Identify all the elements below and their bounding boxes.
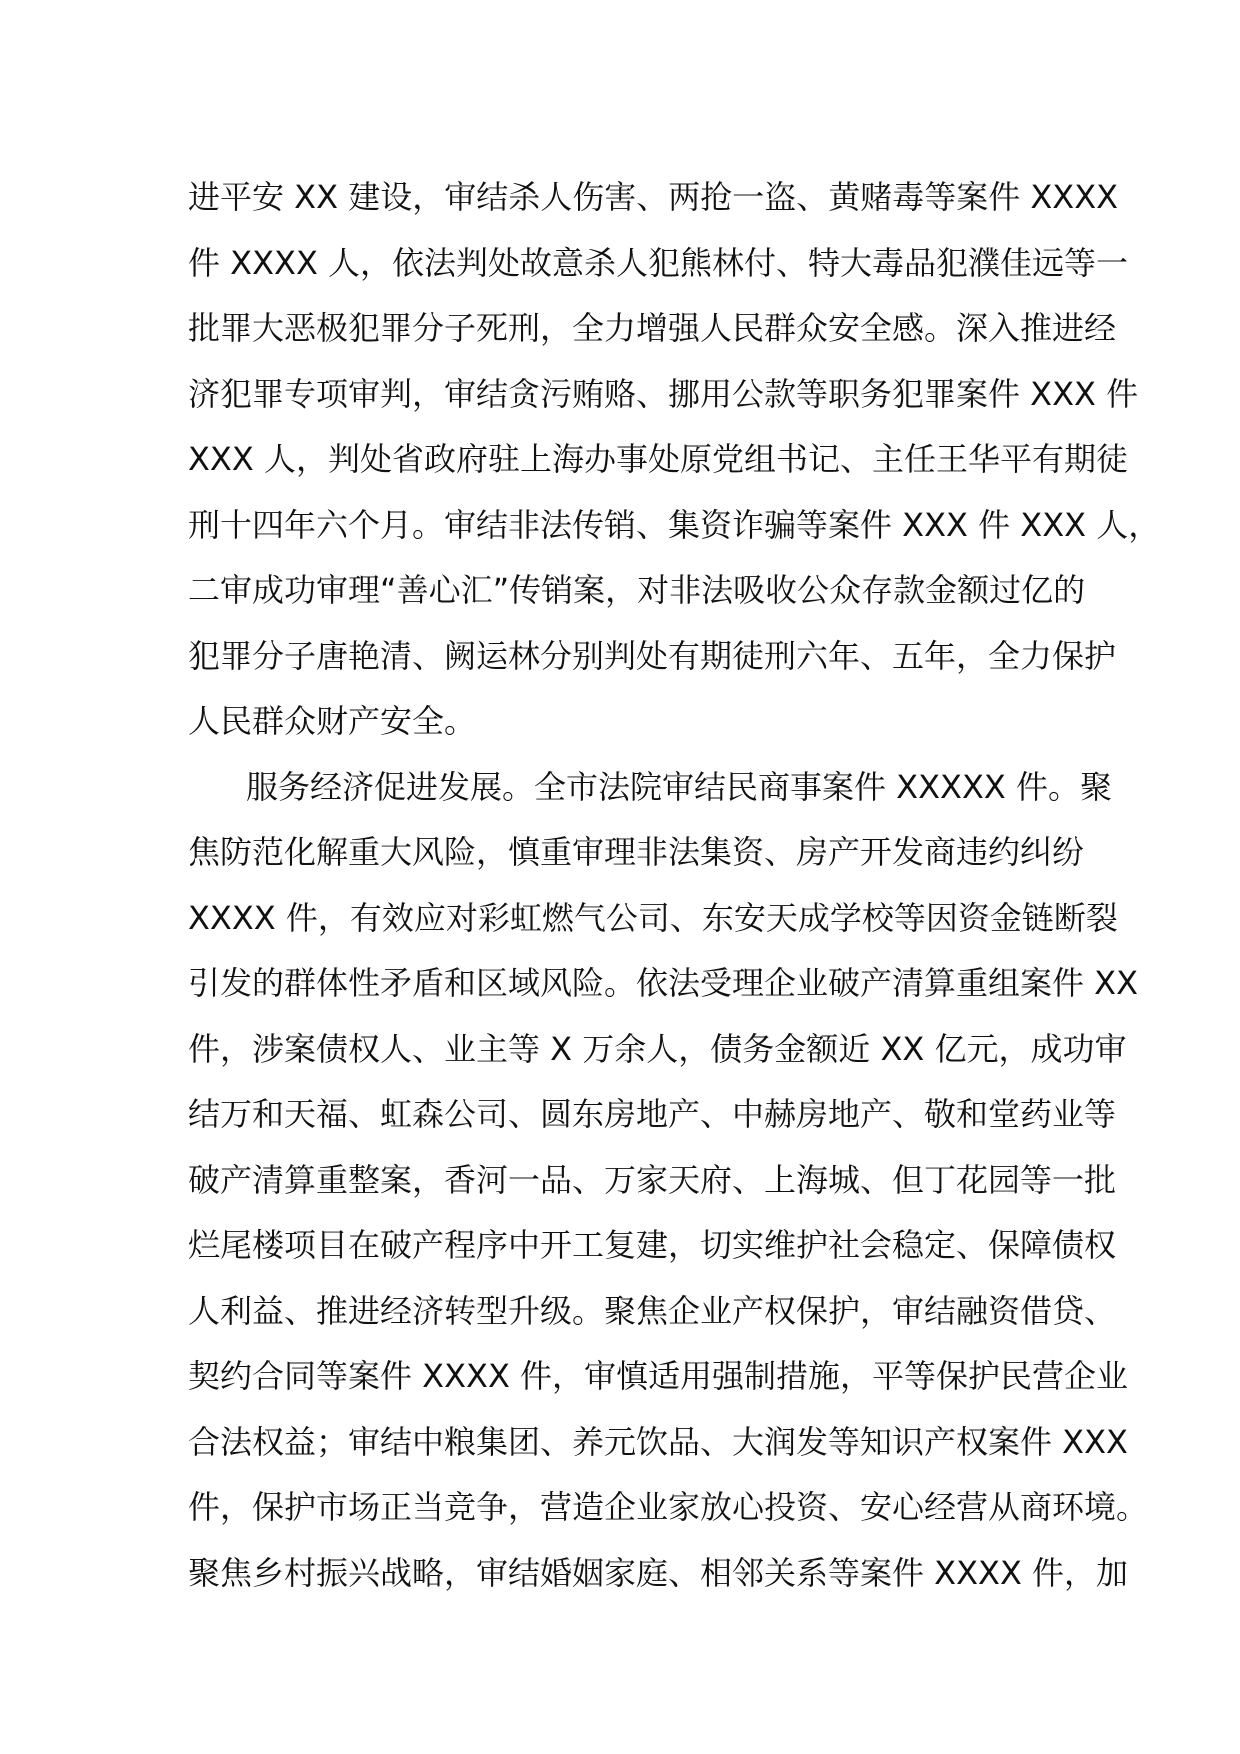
text-line: 人利益、推进经济转型升级。聚焦企业产权保护，审结融资借贷、	[188, 1291, 1117, 1330]
text-line: 服务经济促进发展。全市法院审结民商事案件 XXXXX 件。聚	[246, 767, 1112, 806]
text-line: 破产清算重整案，香河一品、万家天府、上海城、但丁花园等一批	[188, 1160, 1117, 1199]
text-line: 烂尾楼项目在破产程序中开工复建，切实维护社会稳定、保障债权	[188, 1226, 1117, 1264]
text-line: 二审成功审理“善心汇”传销案，对非法吸收公众存款金额过亿的	[188, 571, 1086, 609]
text-line: 批罪大恶极犯罪分子死刑，全力增强人民群众安全感。深入推进经	[188, 309, 1117, 347]
text-line: 件，保护市场正当竞争，营造企业家放心投资、安心经营从商环境。	[188, 1488, 1149, 1526]
text-line: 件 XXXX 人，依法判处故意杀人犯熊林付、特大毒品犯濮佳远等一	[188, 243, 1129, 282]
text-line: 契约合同等案件 XXXX 件，审慎适用强制措施，平等保护民营企业	[188, 1357, 1129, 1395]
text-line: 引发的群体性矛盾和区域风险。依法受理企业破产清算重组案件 XX	[188, 964, 1139, 1002]
text-line: 合法权益；审结中粮集团、养元饮品、大润发等知识产权案件 XXX	[188, 1422, 1128, 1461]
text-line: XXXX 件，有效应对彩虹燃气公司、东安天成学校等因资金链断裂	[188, 898, 1118, 937]
text-line: 结万和天福、虹森公司、圆东房地产、中赫房地产、敬和堂药业等	[188, 1095, 1117, 1133]
text-line: 人民群众财产安全。	[188, 702, 477, 740]
text-line: XXX 人，判处省政府驻上海办事处原党组书记、主任王华平有期徒	[188, 440, 1128, 478]
text-line: 刑十四年六个月。审结非法传销、集资诈骗等案件 XXX 件 XXX 人，	[188, 505, 1161, 544]
body-text	[188, 165, 1161, 1606]
text-line: 济犯罪专项审判，审结贪污贿赂、挪用公款等职务犯罪案件 XXX 件	[188, 374, 1139, 413]
text-line: 焦防范化解重大风险，慎重审理非法集资、房产开发商违约纠纷	[188, 833, 1085, 871]
text-line: 犯罪分子唐艳清、阙运林分别判处有期徒刑六年、五年，全力保护	[188, 636, 1117, 675]
paragraph-public-safety	[188, 165, 1161, 755]
paragraph-economic-services	[188, 755, 1149, 1607]
text-line: 聚焦乡村振兴战略，审结婚姻家庭、相邻关系等案件 XXXX 件，加	[188, 1553, 1129, 1592]
text-line: 件，涉案债权人、业主等 X 万余人，债务金额近 XX 亿元，成功审	[188, 1029, 1127, 1068]
text-line: 进平安 XX 建设，审结杀人伤害、两抢一盗、黄赌毒等案件 XXXX	[188, 178, 1119, 216]
